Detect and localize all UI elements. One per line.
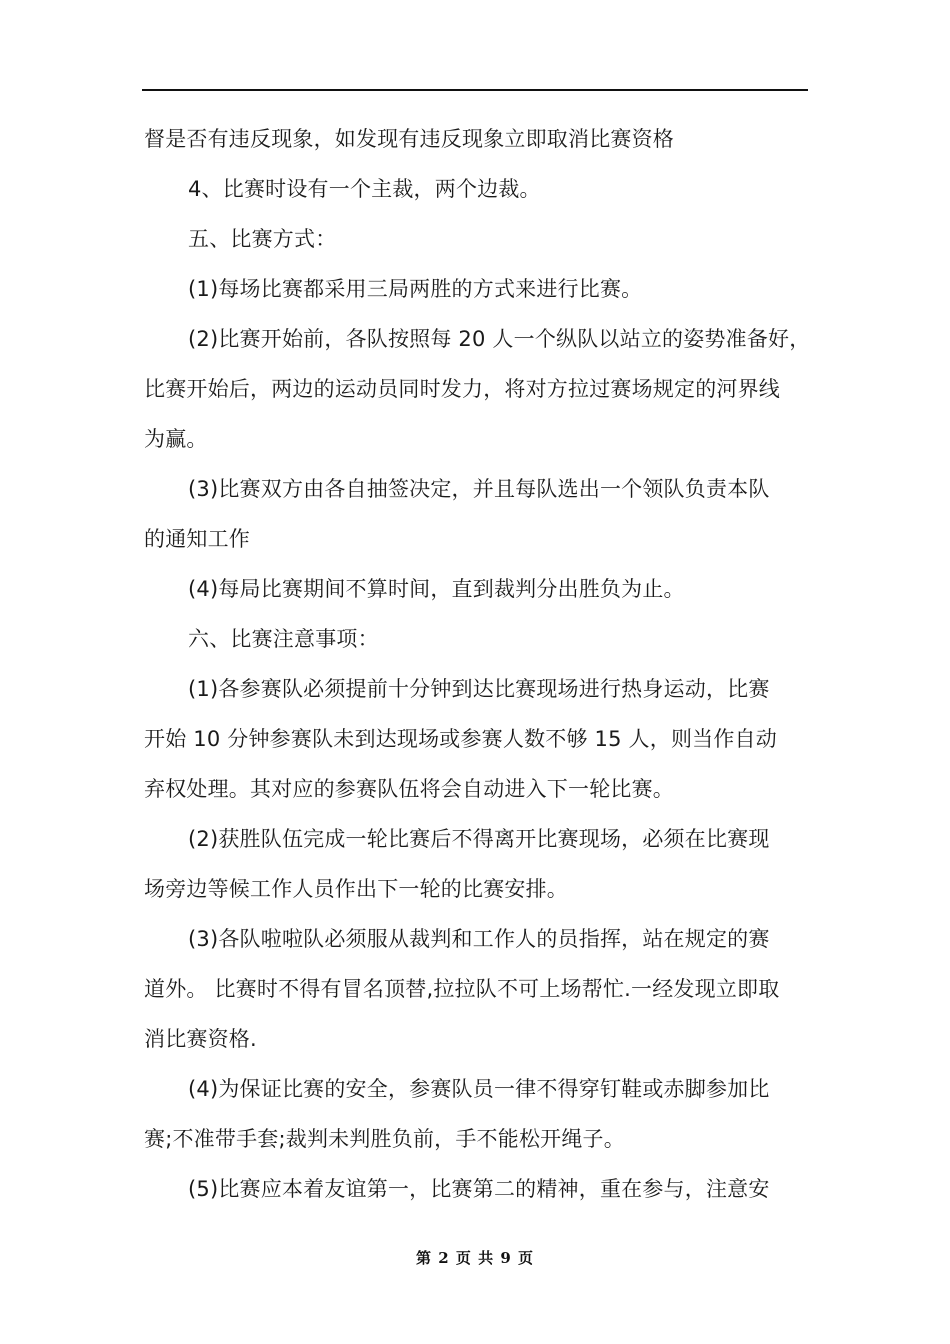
text-line: 赛;不准带手套;裁判未判胜负前，手不能松开绳子。 [144, 1127, 625, 1151]
text-line: 弃权处理。其对应的参赛队伍将会自动进入下一轮比赛。 [144, 777, 674, 801]
text-line: (4)为保证比赛的安全，参赛队员一律不得穿钉鞋或赤脚参加比 [188, 1077, 770, 1101]
text-line: (5)比赛应本着友谊第一，比赛第二的精神，重在参与，注意安 [188, 1177, 770, 1201]
text-line: 为赢。 [144, 427, 208, 451]
section-heading: 五、比赛方式： [188, 227, 337, 251]
text-line: 道外。 比赛时不得有冒名顶替,拉拉队不可上场帮忙.一经发现立即取 [144, 977, 780, 1001]
text-line: 消比赛资格. [144, 1027, 257, 1051]
text-line: 4、比赛时设有一个主裁，两个边裁。 [188, 177, 541, 201]
text-line: 开始 10 分钟参赛队未到达现场或参赛人数不够 15 人，则当作自动 [144, 727, 777, 751]
page-number: 第 2 页 共 9 页 [416, 1249, 534, 1267]
text-line: 的通知工作 [144, 527, 250, 551]
text-line: (3)比赛双方由各自抽签决定，并且每队选出一个领队负责本队 [188, 477, 770, 501]
text-line: (3)各队啦啦队必须服从裁判和工作人的员指挥，站在规定的赛 [188, 927, 770, 951]
text-line: 场旁边等候工作人员作出下一轮的比赛安排。 [144, 877, 568, 901]
text-line: 督是否有违反现象，如发现有违反现象立即取消比赛资格 [144, 127, 674, 151]
text-line: (2)比赛开始前，各队按照每 20 人一个纵队以站立的姿势准备好， [188, 327, 811, 351]
document-body [144, 114, 824, 1214]
text-line: (1)每场比赛都采用三局两胜的方式来进行比赛。 [188, 277, 643, 301]
text-line: (1)各参赛队必须提前十分钟到达比赛现场进行热身运动，比赛 [188, 677, 770, 701]
section-heading: 六、比赛注意事项： [188, 627, 379, 651]
text-line: (4)每局比赛期间不算时间，直到裁判分出胜负为止。 [188, 577, 685, 601]
header-rule [142, 89, 808, 91]
text-line: (2)获胜队伍完成一轮比赛后不得离开比赛现场，必须在比赛现 [188, 827, 770, 851]
text-line: 比赛开始后，两边的运动员同时发力，将对方拉过赛场规定的河界线 [144, 377, 780, 401]
